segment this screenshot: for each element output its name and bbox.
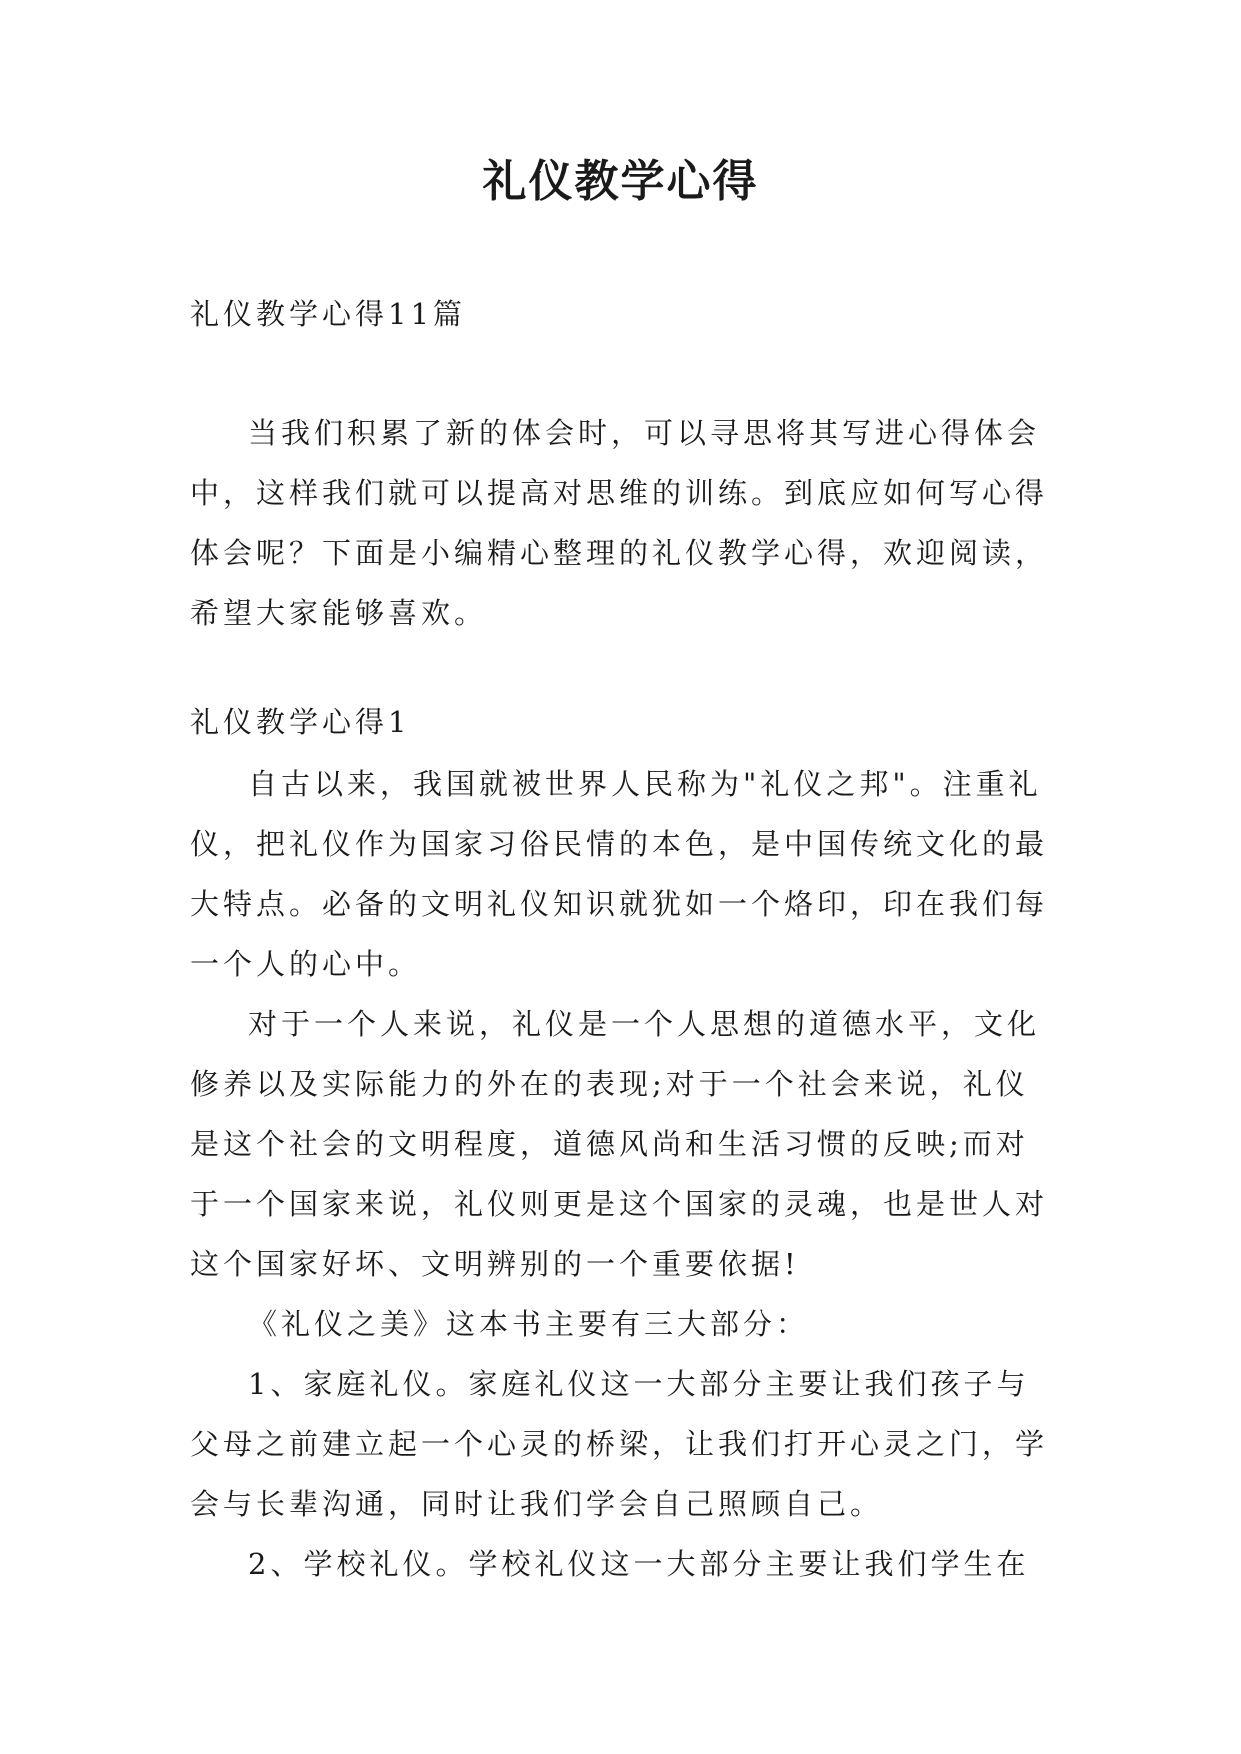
body-paragraph-5: 2、学校礼仪。学校礼仪这一大部分主要让我们学生在 — [248, 1547, 1030, 1581]
body-paragraph-1: 自古以来，我国就被世界人民称为"礼仪之邦"。注重礼仪，把礼仪作为国家习俗民情的本色，是中国传统文化的最大特点。必备的文明礼仪知识就犹如一个烙印，印在我们每一个人的心中。 — [190, 767, 1049, 981]
body-paragraph-2: 对于一个人来说，礼仪是一个人思想的道德水平，文化修养以及实际能力的外在的表现;对于一个社会来说，礼仪是这个社会的文明程度，道德风尚和生活习惯的反映;而对于一个国家来说，礼仪则更是这个国家的灵魂，也是世人对这个国家好坏、文明辨别的一个重要依据! — [190, 1007, 1049, 1281]
section-heading: 礼仪教学心得1 — [190, 705, 411, 739]
intro-paragraph: 当我们积累了新的体会时，可以寻思将其写进心得体会中，这样我们就可以提高对思维的训练。到底应如何写心得体会呢？下面是小编精心整理的礼仪教学心得，欢迎阅读，希望大家能够喜欢。 — [190, 416, 1049, 630]
document-subtitle: 礼仪教学心得11篇 — [190, 297, 466, 331]
page-title: 礼仪教学心得 — [482, 156, 759, 207]
intro-block — [190, 403, 1056, 643]
body-paragraph-4: 1、家庭礼仪。家庭礼仪这一大部分主要让我们孩子与父母之前建立起一个心灵的桥梁，让我们打开心灵之门，学会与长辈沟通，同时让我们学会自己照顾自己。 — [190, 1367, 1049, 1521]
section-body — [190, 754, 1056, 1594]
body-paragraph-3: 《礼仪之美》这本书主要有三大部分： — [248, 1307, 810, 1341]
